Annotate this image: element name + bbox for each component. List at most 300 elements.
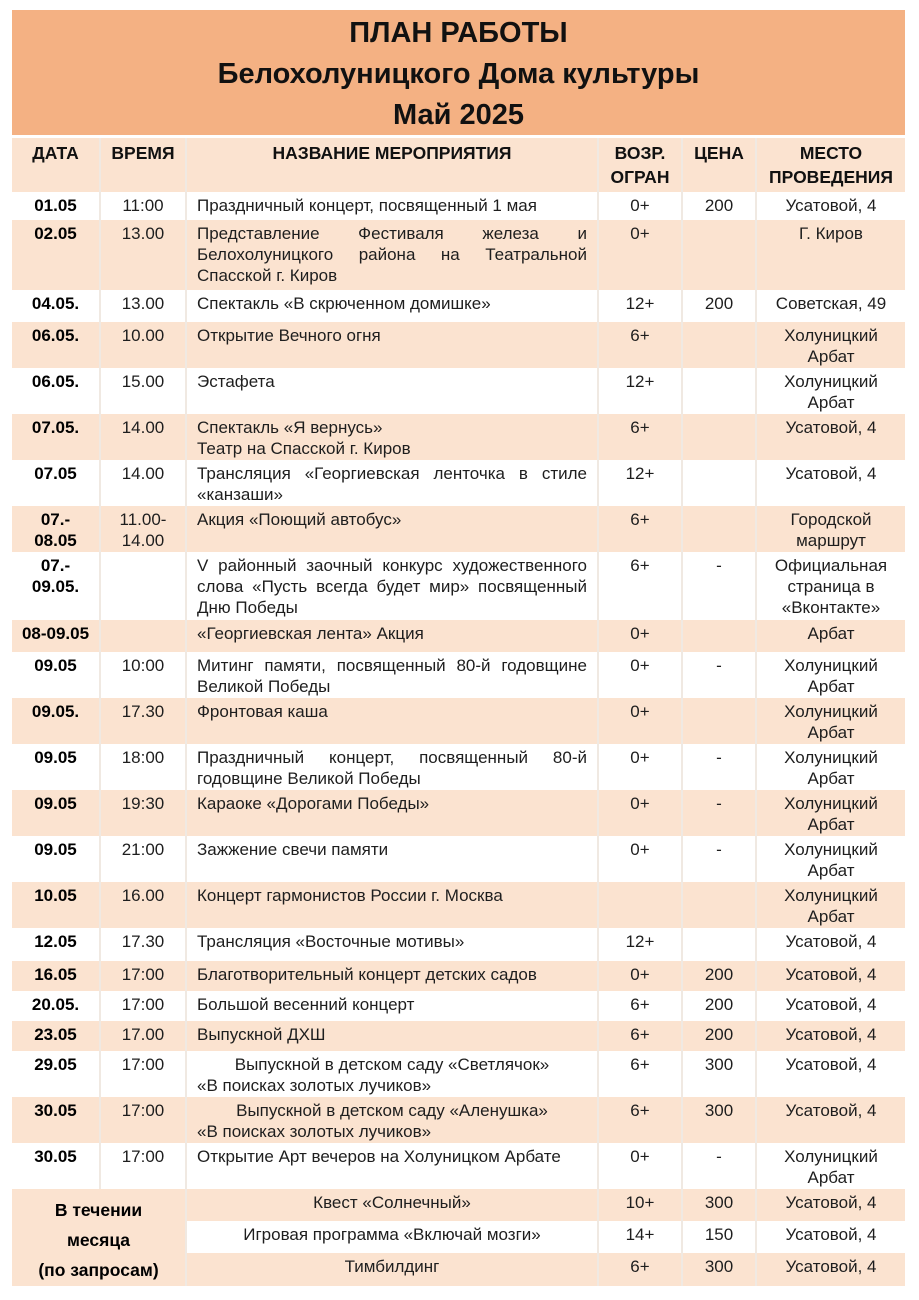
- date-line: 10.05: [34, 885, 77, 905]
- date-cell: [12, 836, 100, 882]
- event-name-cell: [186, 460, 598, 506]
- event-name-line: Акция «Поющий автобус»: [197, 509, 402, 529]
- table-row: [12, 698, 905, 744]
- date-cell: [12, 790, 100, 836]
- venue-line: страница в: [787, 576, 875, 596]
- date-line: 12.05: [34, 931, 77, 951]
- event-name-line: «канзаши»: [197, 484, 283, 504]
- event-name-line: Тимбилдинг: [344, 1257, 440, 1277]
- time-cell: [100, 220, 186, 290]
- event-name-line: Праздничный концерт, посвященный 1 мая: [197, 195, 537, 215]
- age-restriction-cell: 6+: [598, 991, 682, 1021]
- table-row: [12, 1143, 905, 1189]
- event-name-line: Спектакль «Я вернусь»: [197, 417, 383, 437]
- event-name-cell: [186, 698, 598, 744]
- price-cell: [682, 414, 756, 460]
- venue-cell: [756, 698, 905, 744]
- venue-line: Холуницкий: [784, 839, 878, 859]
- price-cell: [682, 506, 756, 552]
- event-name-line: Спектакль «В скрюченном домишке»: [197, 293, 491, 313]
- column-header-line: МЕСТО: [799, 143, 863, 163]
- venue-cell: [756, 836, 905, 882]
- venue-line: Холуницкий: [784, 747, 878, 767]
- date-cell: [12, 506, 100, 552]
- column-header-time: [100, 137, 186, 192]
- date-line: 02.05: [34, 223, 77, 243]
- age-restriction-cell: 0+: [598, 220, 682, 290]
- price-cell: 300: [682, 1097, 756, 1143]
- event-name-cell: [186, 928, 598, 961]
- venue-line: Арбат: [807, 722, 855, 742]
- venue-line: Арбат: [807, 860, 855, 880]
- time-line: 14.00: [121, 530, 165, 550]
- venue-cell: [756, 322, 905, 368]
- table-row: [12, 961, 905, 991]
- venue-line: Усатовой, 4: [785, 931, 877, 951]
- event-name-line: Открытие Арт вечеров на Холуницком Арбате: [197, 1146, 561, 1166]
- age-restriction-cell: 0+: [598, 961, 682, 991]
- age-restriction-cell: 0+: [598, 1143, 682, 1189]
- date-line: 09.05.: [31, 576, 80, 596]
- time-line: 10:00: [121, 655, 165, 675]
- price-cell: [682, 368, 756, 414]
- age-restriction-cell: 0+: [598, 836, 682, 882]
- table-row: [12, 928, 905, 961]
- date-line: 09.05: [34, 793, 77, 813]
- price-cell: [682, 620, 756, 652]
- time-line: 17:00: [121, 1146, 165, 1166]
- time-cell: [100, 192, 186, 220]
- event-name-line: Зажжение свечи памяти: [197, 839, 389, 859]
- age-restriction-cell: 6+: [598, 1051, 682, 1097]
- venue-cell: [756, 460, 905, 506]
- venue-line: Арбат: [807, 768, 855, 788]
- event-name-line: «В поисках золотых лучиков»: [197, 1121, 432, 1141]
- event-name-line: Игровая программа «Включай мозги»: [243, 1224, 541, 1244]
- date-cell: [12, 552, 100, 620]
- event-name-cell: [186, 961, 598, 991]
- venue-line: Арбат: [807, 1167, 855, 1187]
- event-name-line: Благотворительный концерт детских садов: [197, 964, 537, 984]
- event-name-line: Большой весенний концерт: [197, 994, 415, 1014]
- age-restriction-cell: 12+: [598, 460, 682, 506]
- table-row: [12, 220, 905, 290]
- venue-cell: [756, 1097, 905, 1143]
- venue-cell: [756, 1143, 905, 1189]
- date-line: 30.05: [34, 1100, 77, 1120]
- table-row: [12, 192, 905, 220]
- venue-cell: [756, 552, 905, 620]
- table-row: [12, 368, 905, 414]
- column-header-name: [186, 137, 598, 192]
- event-name-cell: [186, 1253, 598, 1285]
- table-row: [12, 744, 905, 790]
- date-cell: [12, 882, 100, 928]
- table-row: [12, 1097, 905, 1143]
- venue-line: Усатовой, 4: [785, 195, 877, 215]
- event-name-cell: [186, 1143, 598, 1189]
- time-line: 17.30: [121, 701, 165, 721]
- price-cell: 300: [682, 1189, 756, 1221]
- time-line: 17:00: [121, 994, 165, 1014]
- date-cell: [12, 928, 100, 961]
- time-line: 19:30: [121, 793, 165, 813]
- column-header-line: ВОЗР.: [614, 143, 666, 163]
- age-restriction-cell: 14+: [598, 1221, 682, 1253]
- time-cell: [100, 290, 186, 322]
- age-restriction-cell: 0+: [598, 790, 682, 836]
- event-name-line: Трансляция «Георгиевская ленточка в стиле: [197, 463, 587, 483]
- table-row: [12, 322, 905, 368]
- table-row: [12, 460, 905, 506]
- event-name-line: Концерт гармонистов России г. Москва: [197, 885, 503, 905]
- date-cell: [12, 1143, 100, 1189]
- venue-cell: [756, 1021, 905, 1051]
- event-name-line: годовщине Великой Победы: [197, 768, 421, 788]
- column-header-line: ЦЕНА: [694, 143, 744, 163]
- table-row: [12, 836, 905, 882]
- age-restriction-cell: 0+: [598, 192, 682, 220]
- age-restriction-cell: 6+: [598, 414, 682, 460]
- venue-cell: [756, 290, 905, 322]
- time-cell: [100, 961, 186, 991]
- table-row: [12, 1189, 905, 1221]
- event-name-line: Квест «Солнечный»: [313, 1192, 471, 1212]
- title-line-plan: ПЛАН РАБОТЫ: [349, 17, 568, 49]
- price-cell: -: [682, 1143, 756, 1189]
- event-name-line: Праздничный концерт, посвященный 80-й: [197, 747, 587, 767]
- venue-cell: [756, 991, 905, 1021]
- time-cell: [100, 790, 186, 836]
- venue-line: Усатовой, 4: [785, 1054, 877, 1074]
- venue-line: Усатовой, 4: [785, 1100, 877, 1120]
- time-cell: [100, 836, 186, 882]
- venue-line: маршрут: [796, 530, 866, 550]
- date-line: 29.05: [34, 1054, 77, 1074]
- event-name-line: Дню Победы: [197, 597, 298, 617]
- date-line: 07.05.: [31, 417, 80, 437]
- venue-cell: [756, 1051, 905, 1097]
- event-name-cell: [186, 1021, 598, 1051]
- venue-cell: [756, 1189, 905, 1221]
- age-restriction-cell: 6+: [598, 1253, 682, 1285]
- time-cell: [100, 620, 186, 652]
- venue-cell: [756, 414, 905, 460]
- event-name-cell: [186, 368, 598, 414]
- date-line: 23.05: [34, 1024, 77, 1044]
- price-cell: 200: [682, 991, 756, 1021]
- venue-cell: [756, 882, 905, 928]
- price-cell: -: [682, 836, 756, 882]
- time-cell: [100, 652, 186, 698]
- date-line: 06.05.: [31, 371, 80, 391]
- venue-line: Усатовой, 4: [785, 1024, 877, 1044]
- date-line: 07.-: [40, 555, 71, 575]
- time-cell: [100, 928, 186, 961]
- table-row: [12, 290, 905, 322]
- merged-cell-line: В течении месяца: [54, 1199, 143, 1250]
- age-restriction-cell: 10+: [598, 1189, 682, 1221]
- event-name-line: V районный заочный конкурс художественного: [197, 555, 587, 575]
- price-cell: [682, 322, 756, 368]
- time-line: 17.00: [121, 1024, 165, 1044]
- table-row: [12, 506, 905, 552]
- date-line: 07.-: [40, 509, 71, 529]
- event-name-cell: [186, 220, 598, 290]
- price-cell: -: [682, 652, 756, 698]
- time-cell: [100, 1143, 186, 1189]
- venue-line: Усатовой, 4: [785, 1192, 877, 1212]
- time-cell: [100, 414, 186, 460]
- event-name-line: Спасской г. Киров: [197, 265, 338, 285]
- column-header-line: ВРЕМЯ: [111, 143, 175, 163]
- venue-line: Арбат: [807, 676, 855, 696]
- table-row: [12, 414, 905, 460]
- venue-line: Холуницкий: [784, 885, 878, 905]
- column-header-age: [598, 137, 682, 192]
- age-restriction-cell: 6+: [598, 1097, 682, 1143]
- time-cell: [100, 1051, 186, 1097]
- date-cell: [12, 414, 100, 460]
- date-cell: [12, 220, 100, 290]
- date-cell: [12, 652, 100, 698]
- table-row: [12, 1021, 905, 1051]
- event-name-cell: [186, 1097, 598, 1143]
- event-name-cell: [186, 652, 598, 698]
- time-cell: [100, 1097, 186, 1143]
- event-name-line: Трансляция «Восточные мотивы»: [197, 931, 465, 951]
- date-line: 06.05.: [31, 325, 80, 345]
- price-cell: 200: [682, 1021, 756, 1051]
- date-line: 09.05.: [31, 701, 80, 721]
- time-line: 16.00: [121, 885, 165, 905]
- time-line: 17:00: [121, 1054, 165, 1074]
- time-line: 11.00-: [119, 509, 167, 529]
- price-cell: [682, 220, 756, 290]
- time-cell: [100, 1021, 186, 1051]
- date-cell: [12, 1097, 100, 1143]
- venue-line: Арбат: [807, 346, 855, 366]
- event-name-line: Великой Победы: [197, 676, 331, 696]
- age-restriction-cell: 6+: [598, 506, 682, 552]
- venue-line: Городской: [790, 509, 872, 529]
- time-cell: [100, 460, 186, 506]
- event-name-cell: [186, 620, 598, 652]
- date-cell: [12, 1051, 100, 1097]
- time-line: 10.00: [121, 325, 165, 345]
- date-cell: [12, 322, 100, 368]
- venue-cell: [756, 1253, 905, 1285]
- event-name-cell: [186, 552, 598, 620]
- event-name-cell: [186, 744, 598, 790]
- price-cell: -: [682, 744, 756, 790]
- date-cell: [12, 290, 100, 322]
- table-row: [12, 991, 905, 1021]
- price-cell: -: [682, 790, 756, 836]
- age-restriction-cell: 0+: [598, 698, 682, 744]
- time-line: 14.00: [121, 463, 165, 483]
- price-cell: [682, 460, 756, 506]
- title-line-month: Май 2025: [392, 99, 525, 131]
- venue-line: Холуницкий: [784, 1146, 878, 1166]
- age-restriction-cell: [598, 882, 682, 928]
- date-cell: [12, 460, 100, 506]
- event-name-cell: [186, 322, 598, 368]
- event-name-line: Выпускной в детском саду «Светлячок»: [234, 1054, 550, 1074]
- date-line: 09.05: [34, 747, 77, 767]
- time-line: 13.00: [121, 223, 165, 243]
- event-name-cell: [186, 1221, 598, 1253]
- time-line: 21:00: [121, 839, 165, 859]
- merged-cell-line: (по запросам): [38, 1259, 159, 1280]
- table-row: [12, 620, 905, 652]
- price-cell: [682, 928, 756, 961]
- column-header-line: ОГРАН: [610, 167, 670, 187]
- venue-cell: [756, 961, 905, 991]
- column-header-date: [12, 137, 100, 192]
- age-restriction-cell: 12+: [598, 368, 682, 414]
- price-cell: 150: [682, 1221, 756, 1253]
- price-cell: [682, 882, 756, 928]
- price-cell: 200: [682, 290, 756, 322]
- date-line: 30.05: [34, 1146, 77, 1166]
- event-name-cell: [186, 882, 598, 928]
- date-cell: [12, 368, 100, 414]
- venue-line: «Вконтакте»: [781, 597, 881, 617]
- title-line-org: Белохолуницкого Дома культуры: [217, 58, 700, 90]
- date-line: 04.05.: [31, 293, 80, 313]
- event-name-cell: [186, 290, 598, 322]
- age-restriction-cell: 12+: [598, 290, 682, 322]
- time-cell: [100, 882, 186, 928]
- time-cell: [100, 698, 186, 744]
- venue-line: Холуницкий: [784, 371, 878, 391]
- event-name-line: Представление Фестиваля железа и: [197, 223, 587, 243]
- price-cell: 200: [682, 192, 756, 220]
- venue-line: Усатовой, 4: [785, 1257, 877, 1277]
- date-cell: [12, 698, 100, 744]
- event-name-cell: [186, 790, 598, 836]
- time-line: 15.00: [121, 371, 165, 391]
- venue-cell: [756, 928, 905, 961]
- time-cell: [100, 368, 186, 414]
- venue-cell: [756, 652, 905, 698]
- event-name-cell: [186, 506, 598, 552]
- event-name-line: Фронтовая каша: [197, 701, 328, 721]
- date-cell: [12, 961, 100, 991]
- schedule-table: [12, 135, 905, 1286]
- event-name-cell: [186, 414, 598, 460]
- date-cell: [12, 620, 100, 652]
- column-header-line: ПРОВЕДЕНИЯ: [769, 167, 893, 187]
- time-line: 17.30: [121, 931, 165, 951]
- table-row: [12, 790, 905, 836]
- venue-cell: [756, 220, 905, 290]
- venue-line: Холуницкий: [784, 793, 878, 813]
- event-name-line: «В поисках золотых лучиков»: [197, 1075, 432, 1095]
- venue-cell: [756, 1221, 905, 1253]
- venue-line: Арбат: [807, 392, 855, 412]
- age-restriction-cell: 0+: [598, 620, 682, 652]
- time-line: 17:00: [121, 964, 165, 984]
- time-line: 11:00: [122, 195, 164, 215]
- event-name-cell: [186, 1051, 598, 1097]
- event-name-line: слова «Пусть всегда будет мир» посвященный: [197, 576, 587, 596]
- time-line: 17:00: [121, 1100, 165, 1120]
- age-restriction-cell: 6+: [598, 552, 682, 620]
- event-name-line: Выпускной в детском саду «Аленушка»: [236, 1100, 548, 1120]
- time-cell: [100, 552, 186, 620]
- date-line: 07.05: [34, 463, 77, 483]
- event-name-cell: [186, 991, 598, 1021]
- price-cell: -: [682, 552, 756, 620]
- table-header-row: [12, 137, 905, 192]
- venue-line: Арбат: [807, 814, 855, 834]
- time-cell: [100, 506, 186, 552]
- venue-line: Холуницкий: [784, 655, 878, 675]
- venue-cell: [756, 744, 905, 790]
- venue-cell: [756, 790, 905, 836]
- event-name-line: Выпускной ДХШ: [197, 1024, 326, 1044]
- date-cell: [12, 744, 100, 790]
- age-restriction-cell: 12+: [598, 928, 682, 961]
- date-line: 09.05: [34, 839, 77, 859]
- time-line: 13.00: [121, 293, 165, 313]
- time-cell: [100, 991, 186, 1021]
- event-name-line: Эстафета: [197, 371, 275, 391]
- date-line: 01.05: [34, 195, 77, 215]
- event-name-line: Караоке «Дорогами Победы»: [197, 793, 430, 813]
- venue-line: Советская, 49: [775, 293, 887, 313]
- event-name-cell: [186, 192, 598, 220]
- price-cell: 300: [682, 1253, 756, 1285]
- table-row: [12, 652, 905, 698]
- venue-line: Усатовой, 4: [785, 417, 877, 437]
- venue-line: Усатовой, 4: [785, 964, 877, 984]
- venue-line: Усатовой, 4: [785, 994, 877, 1014]
- venue-line: Г. Киров: [799, 223, 863, 243]
- venue-line: Арбат: [807, 906, 855, 926]
- age-restriction-cell: 6+: [598, 322, 682, 368]
- event-name-cell: [186, 1189, 598, 1221]
- venue-cell: [756, 506, 905, 552]
- price-cell: 300: [682, 1051, 756, 1097]
- venue-line: Арбат: [807, 623, 855, 643]
- time-cell: [100, 744, 186, 790]
- table-row: [12, 1051, 905, 1097]
- date-cell-merged: [12, 1189, 186, 1286]
- title-band: [12, 10, 905, 135]
- date-line: 09.05: [34, 655, 77, 675]
- age-restriction-cell: 0+: [598, 744, 682, 790]
- event-name-line: «Георгиевская лента» Акция: [197, 623, 424, 643]
- time-line: 14.00: [121, 417, 165, 437]
- venue-line: Усатовой, 4: [785, 463, 877, 483]
- column-header-line: НАЗВАНИЕ МЕРОПРИЯТИЯ: [272, 143, 512, 163]
- venue-cell: [756, 192, 905, 220]
- venue-line: Усатовой, 4: [785, 1224, 877, 1244]
- time-line: 18:00: [121, 747, 165, 767]
- event-name-line: Открытие Вечного огня: [197, 325, 381, 345]
- date-cell: [12, 192, 100, 220]
- time-cell: [100, 322, 186, 368]
- venue-cell: [756, 368, 905, 414]
- age-restriction-cell: 6+: [598, 1021, 682, 1051]
- table-row: [12, 552, 905, 620]
- event-name-line: Театр на Спасской г. Киров: [197, 438, 411, 458]
- date-line: 16.05: [34, 964, 77, 984]
- date-line: 20.05.: [31, 994, 80, 1014]
